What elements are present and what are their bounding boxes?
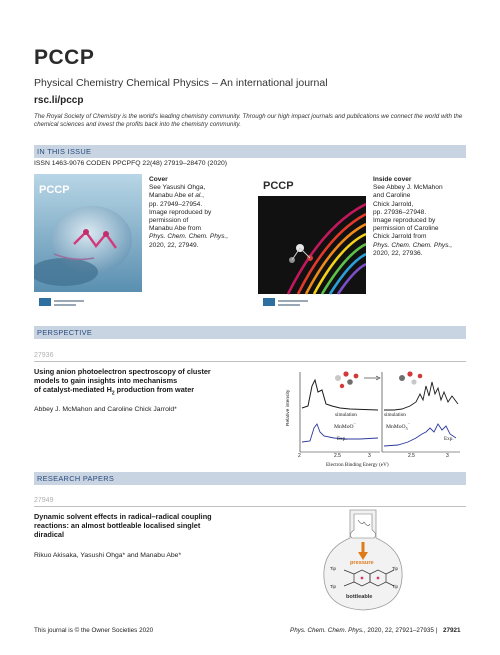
cover-line: Phys. Chem. Chem. Phys., [149,233,229,241]
inside-cover-line: See Abbey J. McMahon [373,184,443,192]
tip-group: Tip [330,566,336,571]
perspective-rule [34,361,466,362]
figure-tick: 3 [368,453,371,459]
species-b-formula: MnMoO [386,423,406,430]
perspective-title[interactable] [34,367,284,398]
inside-cover-line: Chick Jarrold, [373,200,414,208]
footer-citation: , 2020, 22, 27921–27935 | [363,627,438,634]
research-title[interactable] [34,512,284,539]
perspective-title-part: of catalyst-mediated H [34,385,112,394]
research-title-line: diradical [34,530,65,539]
species-b-sub: 5 [405,425,408,431]
figure-species-a [334,421,356,430]
figure-tick: 2.5 [408,453,415,459]
footer-page-number: 27921 [443,627,461,634]
figure-sim-label-left: simulation [335,412,357,418]
tip-group: Tip [392,566,398,571]
figure-sim-label-right: simulation [384,412,406,418]
species-b-charge: − [407,421,410,426]
perspective-heading: PERSPECTIVE [37,328,93,337]
cover-line-part: , [202,192,205,200]
inside-cover-line: Chick Jarrold from [373,233,427,241]
cover-line: pp. 27949–27954. [149,200,203,208]
cover-logo: PCCP [39,184,70,196]
cover-line-etal: et al. [187,192,203,200]
research-title-line: Dynamic solvent effects in radical–radical coupling [34,512,212,521]
figure-xlabel: Electron Binding Energy (eV) [326,462,389,468]
perspective-title-line [34,385,284,398]
cover-caption [149,176,241,250]
perspective-page[interactable]: 27936 [34,352,54,359]
research-papers-heading: RESEARCH PAPERS [37,474,115,483]
inside-cover-line: and Caroline [373,192,411,200]
figure-species-b [386,421,410,431]
perspective-figure [286,366,466,472]
figure-tick: 3 [446,453,449,459]
research-title-line: reactions: an almost bottleable localised singlet [34,521,201,530]
inside-cover-label: Inside cover [373,176,412,183]
journal-url[interactable]: rsc.li/pccp [34,95,84,106]
perspective-authors: Abbey J. McMahon and Caroline Chick Jarrold* [34,406,177,413]
cover-line: Manabu Abe from [149,225,202,233]
perspective-title-line: Using anion photoelectron spectroscopy of cluster [34,367,211,376]
inside-cover-line: pp. 27936–27948. [373,208,427,216]
figure-exp-label-left: Exp. [337,436,347,442]
inside-cover-image[interactable] [258,174,366,314]
perspective-title-sub: 2 [111,390,115,397]
perspective-bar [34,326,466,339]
tip-group: Tip [392,584,398,589]
research-authors: Rikuo Akisaka, Yasushi Ohga* and Manabu Abe* [34,552,182,559]
cover-line: permission of [149,217,189,225]
research-rule [34,506,466,507]
inside-cover-line: 2020, 22, 27936. [373,249,423,257]
figure-ylabel: Relative intensity [286,389,291,426]
inside-cover-caption [373,176,473,258]
in-this-issue-bar [34,145,466,158]
cover-line: See Yasushi Ohga, [149,184,206,192]
research-papers-bar [34,472,466,485]
inside-cover-logo: PCCP [263,180,294,192]
cover-label: Cover [149,176,168,183]
journal-title: PCCP [34,46,95,69]
pressure-label: pressure [350,560,374,566]
inside-cover-line: Image reproduced by [373,217,436,225]
footer-right [290,627,461,634]
cover-line-authors [149,192,241,200]
in-this-issue-heading: IN THIS ISSUE [37,147,92,156]
figure-tick: 2.5 [334,453,341,459]
bottleable-label: bottleable [346,594,373,600]
species-a-charge: − [353,421,356,426]
figure-exp-label-right: Exp. [444,436,454,442]
cover-line: Image reproduced by [149,208,212,216]
cover-line: 2020, 22, 27949. [149,241,199,249]
rsc-blurb: The Royal Society of Chemistry is the world’s leading chemistry community. Through our high impact journals and publications we connect the world with the chemical sciences and invest the profits back into the chemistry community. [34,113,463,128]
species-a-formula: MnMoO [334,423,354,430]
perspective-title-part: production from water [114,385,195,394]
issn-line: ISSN 1463-9076 CODEN PPCPFQ 22(48) 27919–28470 (2020) [34,160,228,167]
research-figure [318,508,408,612]
tip-group: Tip [330,584,336,589]
journal-subtitle: Physical Chemistry Chemical Physics – An international journal [34,77,328,89]
cover-image[interactable] [34,174,142,314]
footer-left: This journal is © the Owner Societies 2020 [34,627,154,634]
cover-line-part: Manabu Abe [149,192,188,200]
research-page[interactable]: 27949 [34,497,54,504]
footer-journal: Phys. Chem. Chem. Phys. [290,627,364,634]
perspective-title-line: models to gain insights into mechanisms [34,376,178,385]
inside-cover-line: Phys. Chem. Chem. Phys., [373,241,453,249]
inside-cover-line: permission of Caroline [373,225,439,233]
figure-tick: 2 [298,453,301,459]
